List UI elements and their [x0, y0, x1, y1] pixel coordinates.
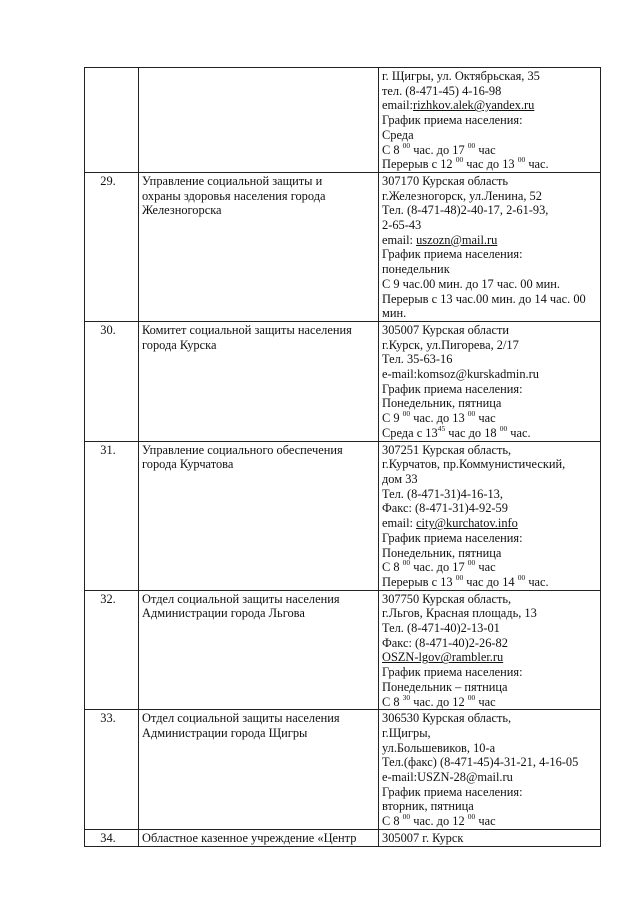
contact-line: г. Щигры, ул. Октябрьская, 35 — [382, 69, 540, 83]
time-minutes-superscript: 00 — [455, 155, 464, 165]
contact-line: 307750 Курская область, — [382, 591, 512, 606]
time-minutes-superscript: 00 — [499, 423, 508, 433]
contact-line: С 9 час.00 мин. до 17 час. 00 мин. — [382, 276, 560, 291]
contact-line: 307251 Курская область, — [382, 442, 512, 457]
contact-line: e-mail:USZN-28@mail.ru — [382, 770, 513, 785]
contact-line: г.Курчатов, пр.Коммунистический, — [382, 457, 566, 472]
contact-line: 307170 Курская область — [382, 173, 509, 188]
table-row — [85, 321, 601, 441]
organization-name — [139, 172, 379, 321]
table-row — [85, 441, 601, 590]
contact-line: С 8 $^{00}$ час. до 12 $^{00}$ час — [382, 812, 496, 829]
email-link[interactable]: rizhkov.alek@yandex.ru — [412, 98, 535, 113]
organization-name-line: города Курска — [142, 337, 217, 352]
organization-name-line: Отдел социальной защиты населения — [142, 711, 340, 726]
organization-name-line: Отдел социальной защиты населения — [142, 591, 340, 606]
contact-line: email: city@kurchatov.info — [382, 516, 518, 531]
time-minutes-superscript: 00 — [402, 140, 411, 150]
organization-name-line: Администрации города Щигры — [142, 725, 308, 740]
organization-name-line: Управление социальной защиты и — [142, 173, 323, 188]
organization-name — [139, 68, 379, 173]
time-minutes-superscript: 00 — [517, 572, 526, 582]
time-minutes-superscript: 00 — [467, 409, 476, 419]
table-row — [85, 68, 601, 173]
time-minutes-superscript: 30 — [402, 692, 411, 702]
organization-name-line: охраны здоровья населения города — [142, 188, 326, 203]
organization-name — [139, 441, 379, 590]
contact-line: С 8 $^{30}$ час. до 12 $^{00}$ час — [382, 692, 496, 709]
time-minutes-superscript: 00 — [467, 140, 476, 150]
contact-line: Среда — [382, 127, 414, 142]
organization-name — [139, 321, 379, 441]
time-minutes-superscript: 00 — [402, 558, 411, 568]
contact-line: График приема населения: — [382, 530, 523, 545]
contact-line: мин. — [382, 306, 407, 321]
organization-name-line: Управление социального обеспечения — [142, 442, 343, 457]
contact-line: понедельник — [382, 262, 450, 277]
time-minutes-superscript: 00 — [467, 692, 476, 702]
contact-line: тел. (8-471-45) 4-16-98 — [382, 83, 502, 98]
table-row — [85, 829, 601, 846]
contact-line: Тел.(факс) (8-471-45)4-31-21, 4-16-05 — [382, 755, 579, 770]
time-minutes-superscript: 00 — [402, 409, 411, 419]
email-link[interactable]: OSZN-lgov@rambler.ru — [382, 650, 504, 665]
contact-line: г.Железногорск, ул.Ленина, 52 — [382, 188, 542, 203]
contact-info — [379, 68, 601, 173]
time-minutes-superscript: 00 — [467, 812, 476, 822]
time-minutes-superscript: 00 — [517, 155, 526, 165]
table-row — [85, 590, 601, 710]
contact-line: вторник, пятница — [382, 799, 474, 814]
contact-info — [379, 829, 601, 846]
row-number: 33. — [85, 710, 139, 830]
time-minutes-superscript: 00 — [455, 572, 464, 582]
organization-name-line: Администрации города Льгова — [142, 606, 305, 621]
contact-line: Тел. (8-471-40)2-13-01 — [382, 621, 500, 636]
row-number: 29. — [85, 172, 139, 321]
contact-line: дом 33 — [382, 471, 418, 486]
contact-line — [382, 650, 597, 665]
contact-line: С 9 $^{00}$ час. до 13 $^{00}$ час — [382, 409, 496, 426]
contact-line: г.Щигры, — [382, 725, 431, 740]
contact-line: Факс: (8-471-40)2-26-82 — [382, 635, 508, 650]
row-number: 34. — [85, 829, 139, 846]
email-link[interactable]: city@kurchatov.info — [416, 516, 518, 531]
contact-line: г.Курск, ул.Пигорева, 2/17 — [382, 337, 519, 352]
contact-line: Тел. (8-471-31)4-16-13, — [382, 486, 503, 501]
organization-name — [139, 590, 379, 710]
contact-line: С 8 $^{00}$ час. до 17 $^{00}$ час — [382, 140, 496, 157]
contact-line: Тел. 35-63-16 — [382, 352, 453, 367]
organization-name-line: Железногорска — [142, 203, 222, 218]
contact-line: Перерыв с 13 $^{00}$ час до 14 $^{00}$ час. — [382, 572, 549, 589]
organization-name-line: Комитет социальной защиты населения — [142, 322, 352, 337]
contact-line: 2-65-43 — [382, 218, 422, 233]
contact-info — [379, 710, 601, 830]
contact-line: email: uszozn@mail.ru — [382, 232, 498, 247]
contact-line: График приема населения: — [382, 665, 523, 680]
social-services-table — [84, 67, 601, 847]
contact-line: График приема населения: — [382, 247, 523, 262]
time-minutes-superscript: 00 — [402, 812, 411, 822]
contact-line: График приема населения: — [382, 784, 523, 799]
time-minutes-superscript: 00 — [467, 558, 476, 568]
contact-info — [379, 172, 601, 321]
row-number: 32. — [85, 590, 139, 710]
contact-line: Тел. (8-471-48)2-40-17, 2-61-93, — [382, 203, 549, 218]
contact-line: Понедельник, пятница — [382, 545, 502, 560]
contact-line: email:rizhkov.alek@yandex.ru — [382, 98, 535, 113]
email-link[interactable]: uszozn@mail.ru — [416, 232, 498, 247]
contact-info — [379, 321, 601, 441]
contact-line: 306530 Курская область, — [382, 711, 512, 726]
table-row — [85, 172, 601, 321]
contact-info — [379, 590, 601, 710]
table-row — [85, 710, 601, 830]
organization-name-line: Областное казенное учреждение «Центр — [142, 830, 357, 845]
contact-line: Перерыв с 13 час.00 мин. до 14 час. 00 — [382, 291, 586, 306]
time-minutes-superscript: 45 — [437, 423, 446, 433]
contact-line: 305007 Курская области — [382, 322, 510, 337]
organization-name — [139, 829, 379, 846]
contact-line: Факс: (8-471-31)4-92-59 — [382, 501, 508, 516]
contact-line: 305007 г. Курск — [382, 830, 464, 845]
contact-line: Среда с $13^{45}$ час до 18 $^{00}$ час. — [382, 423, 531, 440]
row-number: 30. — [85, 321, 139, 441]
organization-name — [139, 710, 379, 830]
row-number: 31. — [85, 441, 139, 590]
contact-info — [379, 441, 601, 590]
contact-line: Перерыв с 12 $^{00}$ час до 13 $^{00}$ час. — [382, 155, 549, 172]
table-body — [85, 68, 601, 847]
contact-line: С 8 $^{00}$ час. до 17 $^{00}$ час — [382, 558, 496, 575]
row-number — [85, 68, 139, 173]
organization-name-line: города Курчатова — [142, 457, 234, 472]
contact-line: Понедельник, пятница — [382, 396, 502, 411]
contact-line: График приема населения: — [382, 113, 523, 128]
contact-line: e-mail:komsoz@kurskadmin.ru — [382, 367, 539, 382]
contact-line: ул.Большевиков, 10-а — [382, 740, 496, 755]
contact-line: г.Льгов, Красная площадь, 13 — [382, 606, 537, 621]
contact-line: Понедельник – пятница — [382, 679, 508, 694]
contact-line: График приема населения: — [382, 381, 523, 396]
